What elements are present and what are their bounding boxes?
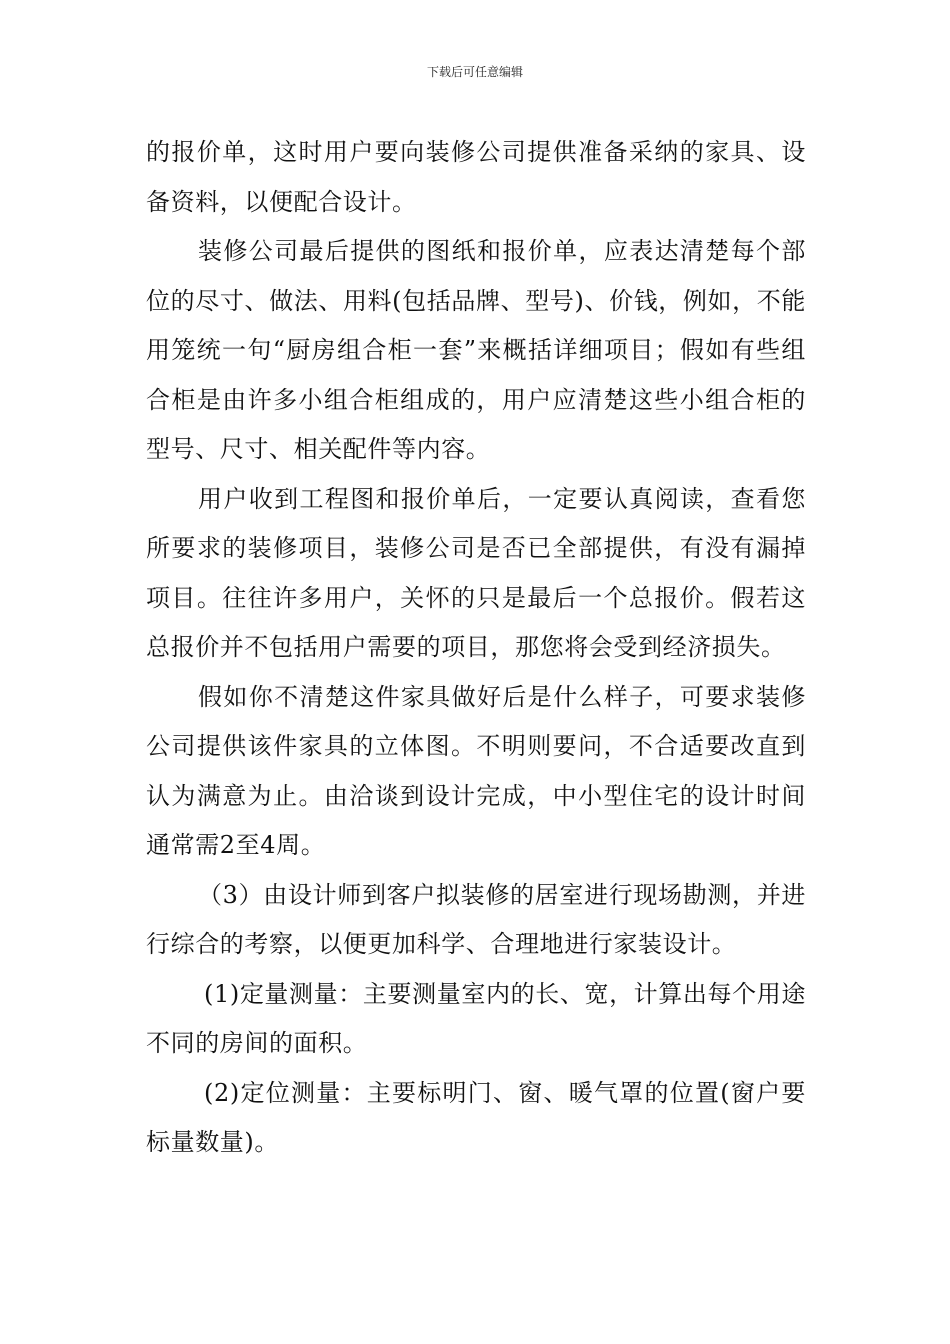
paragraph-drawings-quote: 装修公司最后提供的图纸和报价单，应表达清楚每个部位的尽寸、做法、用料(包括品牌、型号)、价钱，例如，不能用笼统一句“厨房组合柜一套”来概括详细项目；假如有些组合柜是由许多小组合柜组成的，用户应清楚这些小组合柜的型号、尺寸、相关配件等内容。 [146,237,806,463]
paragraph-furniture-drawing: 假如你不清楚这件家具做好后是什么样子，可要求装修公司提供该件家具的立体图。不明则要问，不合适要改直到认为满意为止。由洽谈到设计完成，中小型住宅的设计时间通常需2至4周。 [146,682,806,859]
paragraph-review-quote: 用户收到工程图和报价单后，一定要认真阅读，查看您所要求的装修项目，装修公司是否已全部提供，有没有漏掉项目。往往许多用户，关怀的只是最后一个总报价。假若这总报价并不包括用户需要的项目，那您将会受到经济损失。 [146,484,806,661]
document-body [146,128,806,1168]
paragraph-quantitative-measure: (1)定量测量：主要测量室内的长、宽，计算出每个用途不同的房间的面积。 [146,979,806,1057]
header-note: 下载后可任意编辑 [426,65,523,79]
paragraph-site-survey: （3）由设计师到客户拟装修的居室进行现场勘测，并进行综合的考察，以便更加科学、合理地进行家装设计。 [146,880,806,958]
paragraph-positional-measure: (2)定位测量：主要标明门、窗、暖气罩的位置(窗户要标量数量)。 [146,1078,806,1156]
paragraph-continuation: 的报价单，这时用户要向装修公司提供准备采纳的家具、设备资料，以便配合设计。 [146,138,806,216]
